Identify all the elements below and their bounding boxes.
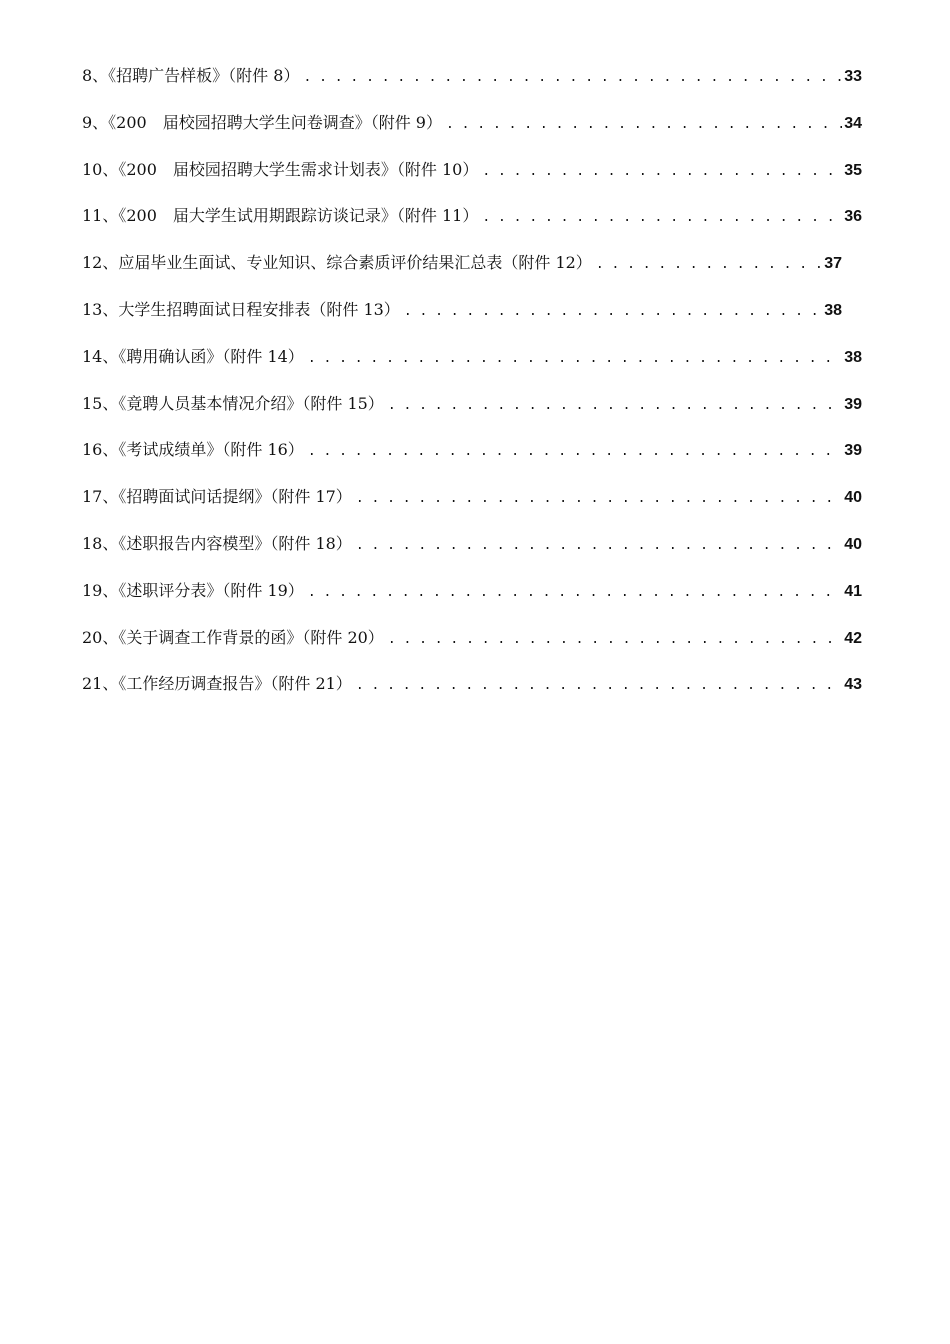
toc-entry-8[interactable] bbox=[82, 60, 862, 107]
toc-entry-label: 19、《述职评分表》（附件 19） bbox=[82, 580, 304, 600]
toc-entry-14[interactable] bbox=[82, 341, 862, 388]
toc-page-number: 42 bbox=[844, 629, 862, 647]
toc-entry-19[interactable] bbox=[82, 575, 862, 622]
dot-leader bbox=[596, 249, 822, 281]
toc-page-number: 35 bbox=[844, 161, 862, 179]
toc-page-number: 41 bbox=[844, 582, 862, 600]
toc-page-number: 40 bbox=[844, 535, 862, 553]
dot-leader bbox=[482, 156, 842, 188]
toc-entry-label: 11、《200 届大学生试用期跟踪访谈记录》（附件 11） bbox=[82, 206, 479, 226]
toc-entry-21[interactable] bbox=[82, 668, 862, 715]
toc-page-number: 39 bbox=[844, 395, 862, 413]
dot-leader bbox=[303, 62, 842, 94]
toc-entry-label: 17、《招聘面试问话提纲》（附件 17） bbox=[82, 487, 352, 507]
toc-page-number: 43 bbox=[844, 676, 862, 694]
toc-entry-16[interactable] bbox=[82, 434, 862, 481]
toc-page-number: 37 bbox=[824, 255, 842, 273]
toc-entry-9[interactable] bbox=[82, 107, 862, 154]
toc-entry-label: 15、《竟聘人员基本情况介绍》（附件 15） bbox=[82, 393, 384, 413]
toc-entry-12[interactable] bbox=[82, 247, 842, 294]
toc-page-number: 33 bbox=[844, 68, 862, 85]
dot-leader bbox=[388, 624, 842, 656]
toc-entry-20[interactable] bbox=[82, 622, 862, 669]
toc-page-number: 38 bbox=[824, 301, 842, 319]
toc-page-number: 39 bbox=[844, 442, 862, 460]
toc-entry-label: 18、《述职报告内容模型》（附件 18） bbox=[82, 533, 352, 553]
dot-leader bbox=[446, 109, 842, 141]
toc-entry-label: 20、《关于调查工作背景的函》（附件 20） bbox=[82, 627, 384, 647]
toc-entry-label: 9、《200 届校园招聘大学生问卷调查》（附件 9） bbox=[82, 112, 442, 132]
toc-page-number: 40 bbox=[844, 489, 862, 507]
dot-leader bbox=[356, 670, 842, 702]
toc-entry-label: 16、《考试成绩单》（附件 16） bbox=[82, 440, 304, 460]
toc-entry-11[interactable] bbox=[82, 200, 862, 247]
toc-entry-label: 14、《聘用确认函》（附件 14） bbox=[82, 346, 304, 366]
table-of-contents bbox=[82, 60, 862, 715]
toc-entry-17[interactable] bbox=[82, 481, 862, 528]
toc-page-number: 36 bbox=[844, 208, 862, 226]
dot-leader bbox=[482, 202, 842, 234]
toc-entry-10[interactable] bbox=[82, 154, 862, 201]
dot-leader bbox=[308, 436, 842, 468]
dot-leader bbox=[356, 483, 842, 515]
toc-entry-label: 13、大学生招聘面试日程安排表（附件 13） bbox=[82, 299, 400, 319]
toc-entry-15[interactable] bbox=[82, 388, 862, 435]
toc-entry-label: 21、《工作经历调查报告》（附件 21） bbox=[82, 674, 352, 694]
toc-entry-label: 12、应届毕业生面试、专业知识、综合素质评价结果汇总表（附件 12） bbox=[82, 253, 592, 273]
toc-page-number: 38 bbox=[844, 348, 862, 366]
dot-leader bbox=[404, 296, 822, 328]
dot-leader bbox=[308, 343, 842, 375]
toc-entry-18[interactable] bbox=[82, 528, 862, 575]
dot-leader bbox=[388, 390, 842, 422]
toc-entry-label: 8、《招聘广告样板》（附件 8） bbox=[82, 66, 300, 85]
toc-entry-label: 10、《200 届校园招聘大学生需求计划表》（附件 10） bbox=[82, 159, 479, 179]
dot-leader bbox=[356, 530, 842, 562]
toc-page-number: 34 bbox=[844, 114, 862, 132]
dot-leader bbox=[308, 577, 842, 609]
toc-entry-13[interactable] bbox=[82, 294, 842, 341]
